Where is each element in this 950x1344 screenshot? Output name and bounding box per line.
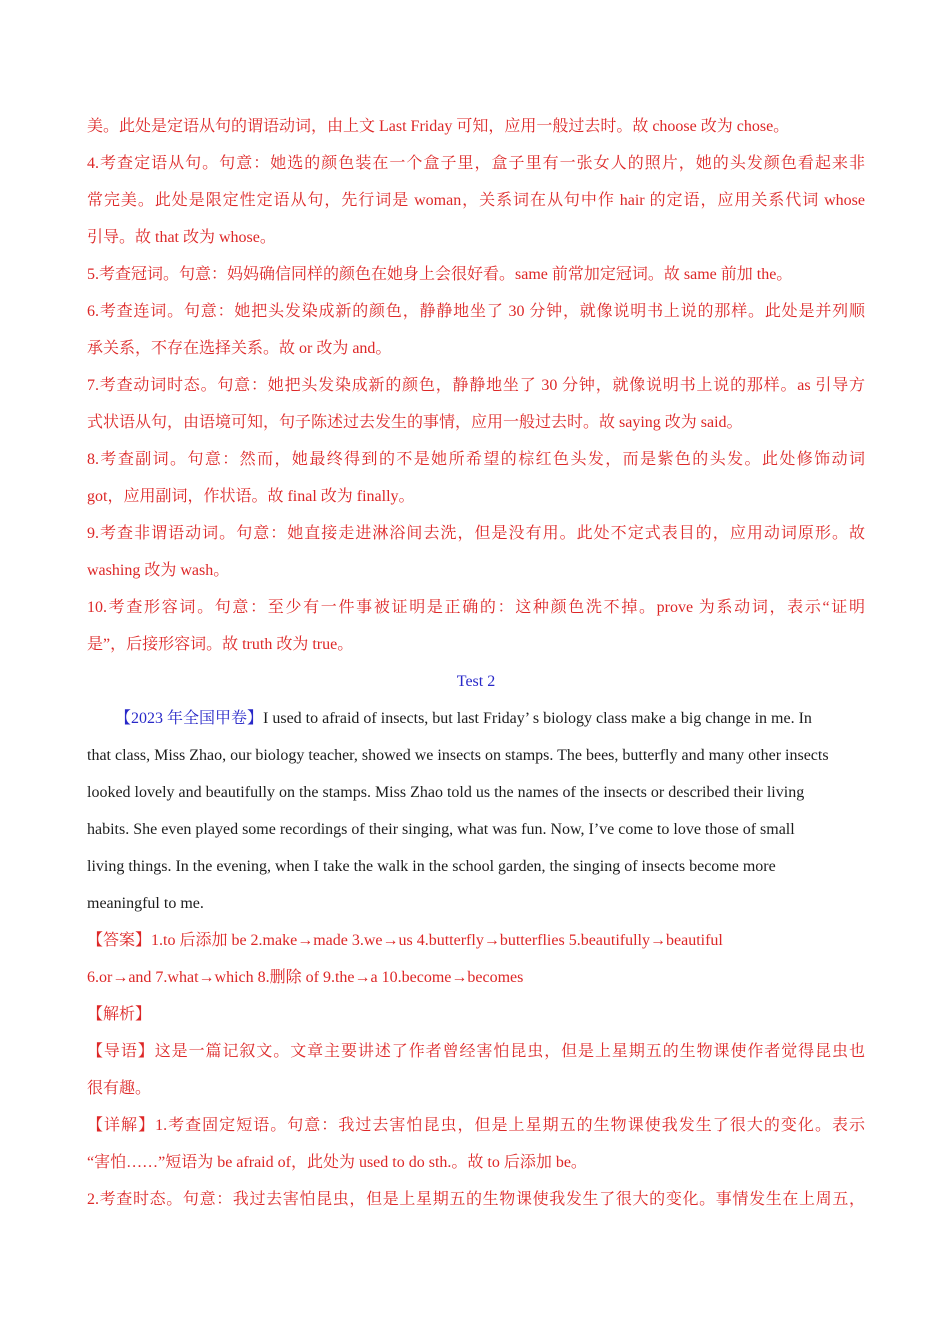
test1-explain-8-line2: [87, 478, 865, 515]
test1-explain-7-line2: [87, 404, 865, 441]
text-segment: 承关系，不存在选择关系。故 or 改为 and。: [87, 340, 392, 357]
text-segment: 美。此处是定语从句的谓语动词，由上文 Last Friday 可知，应用一般过去时。故 choose 改为 chose。: [87, 118, 790, 135]
test1-explain-10-line2: [87, 626, 865, 663]
test1-explain-5: [87, 256, 865, 293]
test2-heading: [87, 663, 865, 700]
test1-explain-8-line1: [87, 441, 865, 478]
test2-passage-line5: [87, 848, 865, 885]
test1-explain-4-line2: [87, 182, 865, 219]
text-segment: 【详解】1.考查固定短语。句意：我过去害怕昆虫，但是上星期五的生物课使我发生了很大的变化。表示: [87, 1117, 865, 1134]
text-segment: 是”，后接形容词。故 truth 改为 true。: [87, 636, 354, 653]
test2-passage-line1: [87, 700, 865, 737]
text-segment: 常完美。此处是限定性定语从句，先行词是 woman，关系词在从句中作 hair 的定语，应用关系代词 whose: [87, 192, 865, 209]
test2-detail-2-line1: [87, 1181, 865, 1218]
text-segment: looked lovely and beautifully on the stamps. Miss Zhao told us the names of the insects or described their living: [87, 784, 805, 801]
test2-passage-line2: [87, 737, 865, 774]
text-segment: 5.考查冠词。句意：妈妈确信同样的颜色在她身上会很好看。same 前常加定冠词。故 same 前加 the。: [87, 266, 793, 283]
test1-explain-4-line1: [87, 145, 865, 182]
test2-detail-1-line1: [87, 1107, 865, 1144]
text-segment: Test 2: [456, 673, 496, 690]
test1-explain-6-line1: [87, 293, 865, 330]
text-segment: 式状语从句，由语境可知，句子陈述过去发生的事情，应用一般过去时。故 saying 改为 said。: [87, 414, 743, 431]
text-segment: 6.or→and 7.what→which 8.删除 of 9.the→a 10.become→becomes: [87, 969, 524, 986]
test2-answers-line1: [87, 922, 865, 959]
test1-explain-7-line1: [87, 367, 865, 404]
test2-detail-1-line2: [87, 1144, 865, 1181]
text-segment: 【解析】: [87, 1006, 152, 1023]
test2-passage-line4: [87, 811, 865, 848]
document-body: [87, 108, 865, 1218]
test2-passage-line3: [87, 774, 865, 811]
test1-explain-9-line1: [87, 515, 865, 552]
text-segment: 10.考查形容词。句意：至少有一件事被证明是正确的：这种颜色洗不掉。prove 为系动词，表示“证明: [87, 599, 865, 616]
test1-explain-3-tail: [87, 108, 865, 145]
text-segment: 6.考查连词。句意：她把头发染成新的颜色，静静地坐了 30 分钟，就像说明书上说的那样。此处是并列顺: [87, 303, 865, 320]
text-segment: 8.考查副词。句意：然而，她最终得到的不是她所希望的棕红色头发，而是紫色的头发。此处修饰动词: [87, 451, 865, 468]
text-segment: 2.考查时态。句意：我过去害怕昆虫，但是上星期五的生物课使我发生了很大的变化。事情发生在上周五，: [87, 1191, 865, 1208]
text-segment: living things. In the evening, when I take the walk in the school garden, the singing of insects become more: [87, 858, 776, 875]
text-segment: 9.考查非谓语动词。句意：她直接走进淋浴间去洗，但是没有用。此处不定式表目的，应用动词原形。故: [87, 525, 865, 542]
test2-intro-line2: [87, 1070, 865, 1107]
test1-explain-6-line2: [87, 330, 865, 367]
test1-explain-9-line2: [87, 552, 865, 589]
test2-analysis-label: [87, 996, 865, 1033]
test1-explain-4-line3: [87, 219, 865, 256]
text-segment: I used to afraid of insects, but last Friday’ s biology class make a big change in me. In: [263, 710, 812, 727]
text-segment: 引导。故 that 改为 whose。: [87, 229, 276, 246]
text-segment: 很有趣。: [87, 1080, 152, 1097]
text-segment: meaningful to me.: [87, 895, 204, 912]
text-segment: 7.考查动词时态。句意：她把头发染成新的颜色，静静地坐了 30 分钟，就像说明书上说的那样。as 引导方: [87, 377, 865, 394]
test2-intro-line1: [87, 1033, 865, 1070]
text-segment: 【导语】这是一篇记叙文。文章主要讲述了作者曾经害怕昆虫，但是上星期五的生物课使作者觉得昆虫也: [87, 1043, 865, 1060]
text-segment: washing 改为 wash。: [87, 562, 230, 579]
test2-passage-line6: [87, 885, 865, 922]
test2-answers-line2: [87, 959, 865, 996]
text-segment: got，应用副词，作状语。故 final 改为 finally。: [87, 488, 415, 505]
text-segment: “害怕……”短语为 be afraid of，此处为 used to do sth.。故 to 后添加 be。: [87, 1154, 587, 1171]
text-segment: 4.考查定语从句。句意：她选的颜色装在一个盒子里，盒子里有一张女人的照片，她的头发颜色看起来非: [87, 155, 865, 172]
text-segment: that class, Miss Zhao, our biology teacher, showed we insects on stamps. The bees, butterfly and many other insects: [87, 747, 829, 764]
text-segment: habits. She even played some recordings of their singing, what was fun. Now, I’ve come to love those of small: [87, 821, 795, 838]
test1-explain-10-line1: [87, 589, 865, 626]
text-segment: 【答案】1.to 后添加 be 2.make→made 3.we→us 4.butterfly→butterflies 5.beautifully→beautiful: [87, 932, 723, 949]
text-segment: 【2023 年全国甲卷】: [115, 710, 264, 727]
